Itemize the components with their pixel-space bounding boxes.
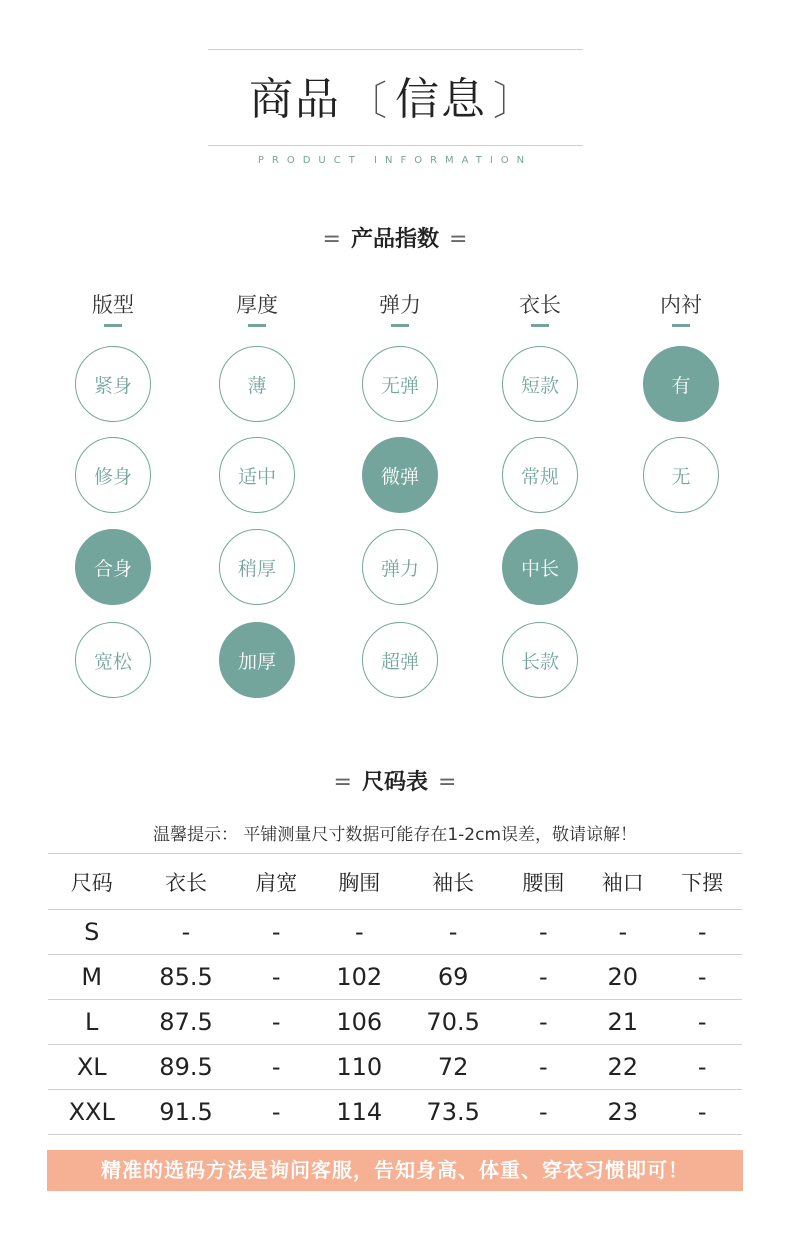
title-bracket-close: 〕	[493, 78, 535, 124]
index-option: 无弹	[362, 346, 438, 422]
index-option-selected: 微弹	[362, 437, 438, 513]
size-value-cell: 114	[316, 1090, 403, 1135]
index-column-underline	[248, 324, 266, 327]
size-value-cell: -	[135, 910, 236, 955]
index-option: 短款	[502, 346, 578, 422]
size-value-cell: 91.5	[135, 1090, 236, 1135]
size-value-cell: -	[504, 1000, 583, 1045]
index-option: 稍厚	[219, 529, 295, 605]
size-value-cell: 85.5	[135, 955, 236, 1000]
title-deco-left: =	[333, 770, 352, 795]
size-tip: 温馨提示： 平铺测量尺寸数据可能存在1-2cm误差，敬请谅解！	[152, 825, 638, 845]
index-option-selected: 合身	[75, 529, 151, 605]
size-value-cell: -	[316, 910, 403, 955]
index-option: 弹力	[362, 529, 438, 605]
product-index-title-text: 产品指数	[350, 227, 439, 252]
index-column-underline	[104, 324, 122, 327]
size-value-cell: 70.5	[403, 1000, 504, 1045]
title-right: 信息	[395, 74, 487, 125]
header-cell: 下摆	[663, 854, 742, 910]
index-column-label: 内衬	[660, 293, 702, 317]
size-label-cell: XXL	[48, 1090, 135, 1135]
header-cell: 衣长	[135, 854, 236, 910]
index-option: 紧身	[75, 346, 151, 422]
size-value-cell: 22	[583, 1045, 662, 1090]
header-top-rule	[208, 49, 583, 50]
size-value-cell: 21	[583, 1000, 662, 1045]
size-label-cell: M	[48, 955, 135, 1000]
header-bottom-rule	[208, 145, 583, 146]
size-value-cell: 89.5	[135, 1045, 236, 1090]
size-value-cell: 110	[316, 1045, 403, 1090]
index-option: 超弹	[362, 622, 438, 698]
title-bracket-open: 〔	[347, 78, 389, 124]
size-value-cell: -	[504, 955, 583, 1000]
size-row	[48, 910, 742, 955]
size-value-cell: 73.5	[403, 1090, 504, 1135]
size-value-cell: -	[663, 955, 742, 1000]
header-cell: 腰围	[504, 854, 583, 910]
size-value-cell: -	[403, 910, 504, 955]
title-left: 商品	[249, 74, 341, 125]
index-column-label: 版型	[92, 293, 134, 317]
page-subtitle: PRODUCT INFORMATION	[257, 155, 533, 166]
title-deco-right: =	[449, 227, 468, 252]
index-column-label: 弹力	[379, 293, 421, 317]
size-label-cell: XL	[48, 1045, 135, 1090]
size-value-cell: -	[237, 955, 316, 1000]
size-value-cell: -	[663, 1090, 742, 1135]
index-column-underline	[531, 324, 549, 327]
size-value-cell: -	[237, 1045, 316, 1090]
index-option: 常规	[502, 437, 578, 513]
header-cell: 尺码	[48, 854, 135, 910]
title-deco-left: =	[322, 227, 341, 252]
index-option: 适中	[219, 437, 295, 513]
size-row	[48, 1045, 742, 1090]
size-value-cell: 102	[316, 955, 403, 1000]
size-value-cell: -	[504, 1045, 583, 1090]
header-cell: 袖长	[403, 854, 504, 910]
size-value-cell: 23	[583, 1090, 662, 1135]
size-value-cell: -	[583, 910, 662, 955]
size-row	[48, 955, 742, 1000]
size-row	[48, 1090, 742, 1135]
size-value-cell: 87.5	[135, 1000, 236, 1045]
size-value-cell: -	[663, 910, 742, 955]
index-option: 无	[643, 437, 719, 513]
product-index-title	[0, 222, 790, 253]
size-value-cell: -	[237, 1000, 316, 1045]
index-column-underline	[672, 324, 690, 327]
size-value-cell: 72	[403, 1045, 504, 1090]
index-option: 修身	[75, 437, 151, 513]
size-value-cell: -	[237, 1090, 316, 1135]
size-row	[48, 1000, 742, 1045]
index-option: 薄	[219, 346, 295, 422]
index-column-label: 厚度	[236, 293, 278, 317]
index-option-selected: 中长	[502, 529, 578, 605]
page-title	[0, 70, 790, 131]
size-value-cell: 106	[316, 1000, 403, 1045]
index-column-label: 衣长	[519, 293, 561, 317]
size-value-cell: -	[663, 1045, 742, 1090]
header-cell: 胸围	[316, 854, 403, 910]
size-value-cell: -	[504, 910, 583, 955]
size-chart-title-text: 尺码表	[361, 770, 428, 795]
size-chart-title	[0, 765, 790, 796]
size-label-cell: S	[48, 910, 135, 955]
header-cell: 肩宽	[237, 854, 316, 910]
header-cell: 袖口	[583, 854, 662, 910]
index-column-underline	[391, 324, 409, 327]
size-label-cell: L	[48, 1000, 135, 1045]
size-table	[48, 853, 742, 1135]
size-value-cell: -	[663, 1000, 742, 1045]
index-option-selected: 有	[643, 346, 719, 422]
size-value-cell: 69	[403, 955, 504, 1000]
index-option: 宽松	[75, 622, 151, 698]
index-option-selected: 加厚	[219, 622, 295, 698]
size-value-cell: -	[504, 1090, 583, 1135]
size-table-body	[48, 910, 742, 1135]
size-table-header-row	[48, 854, 742, 910]
size-advice-banner: 精准的选码方法是询问客服，告知身高、体重、穿衣习惯即可！	[47, 1150, 743, 1191]
size-value-cell: 20	[583, 955, 662, 1000]
size-value-cell: -	[237, 910, 316, 955]
index-option: 长款	[502, 622, 578, 698]
title-deco-right: =	[438, 770, 457, 795]
